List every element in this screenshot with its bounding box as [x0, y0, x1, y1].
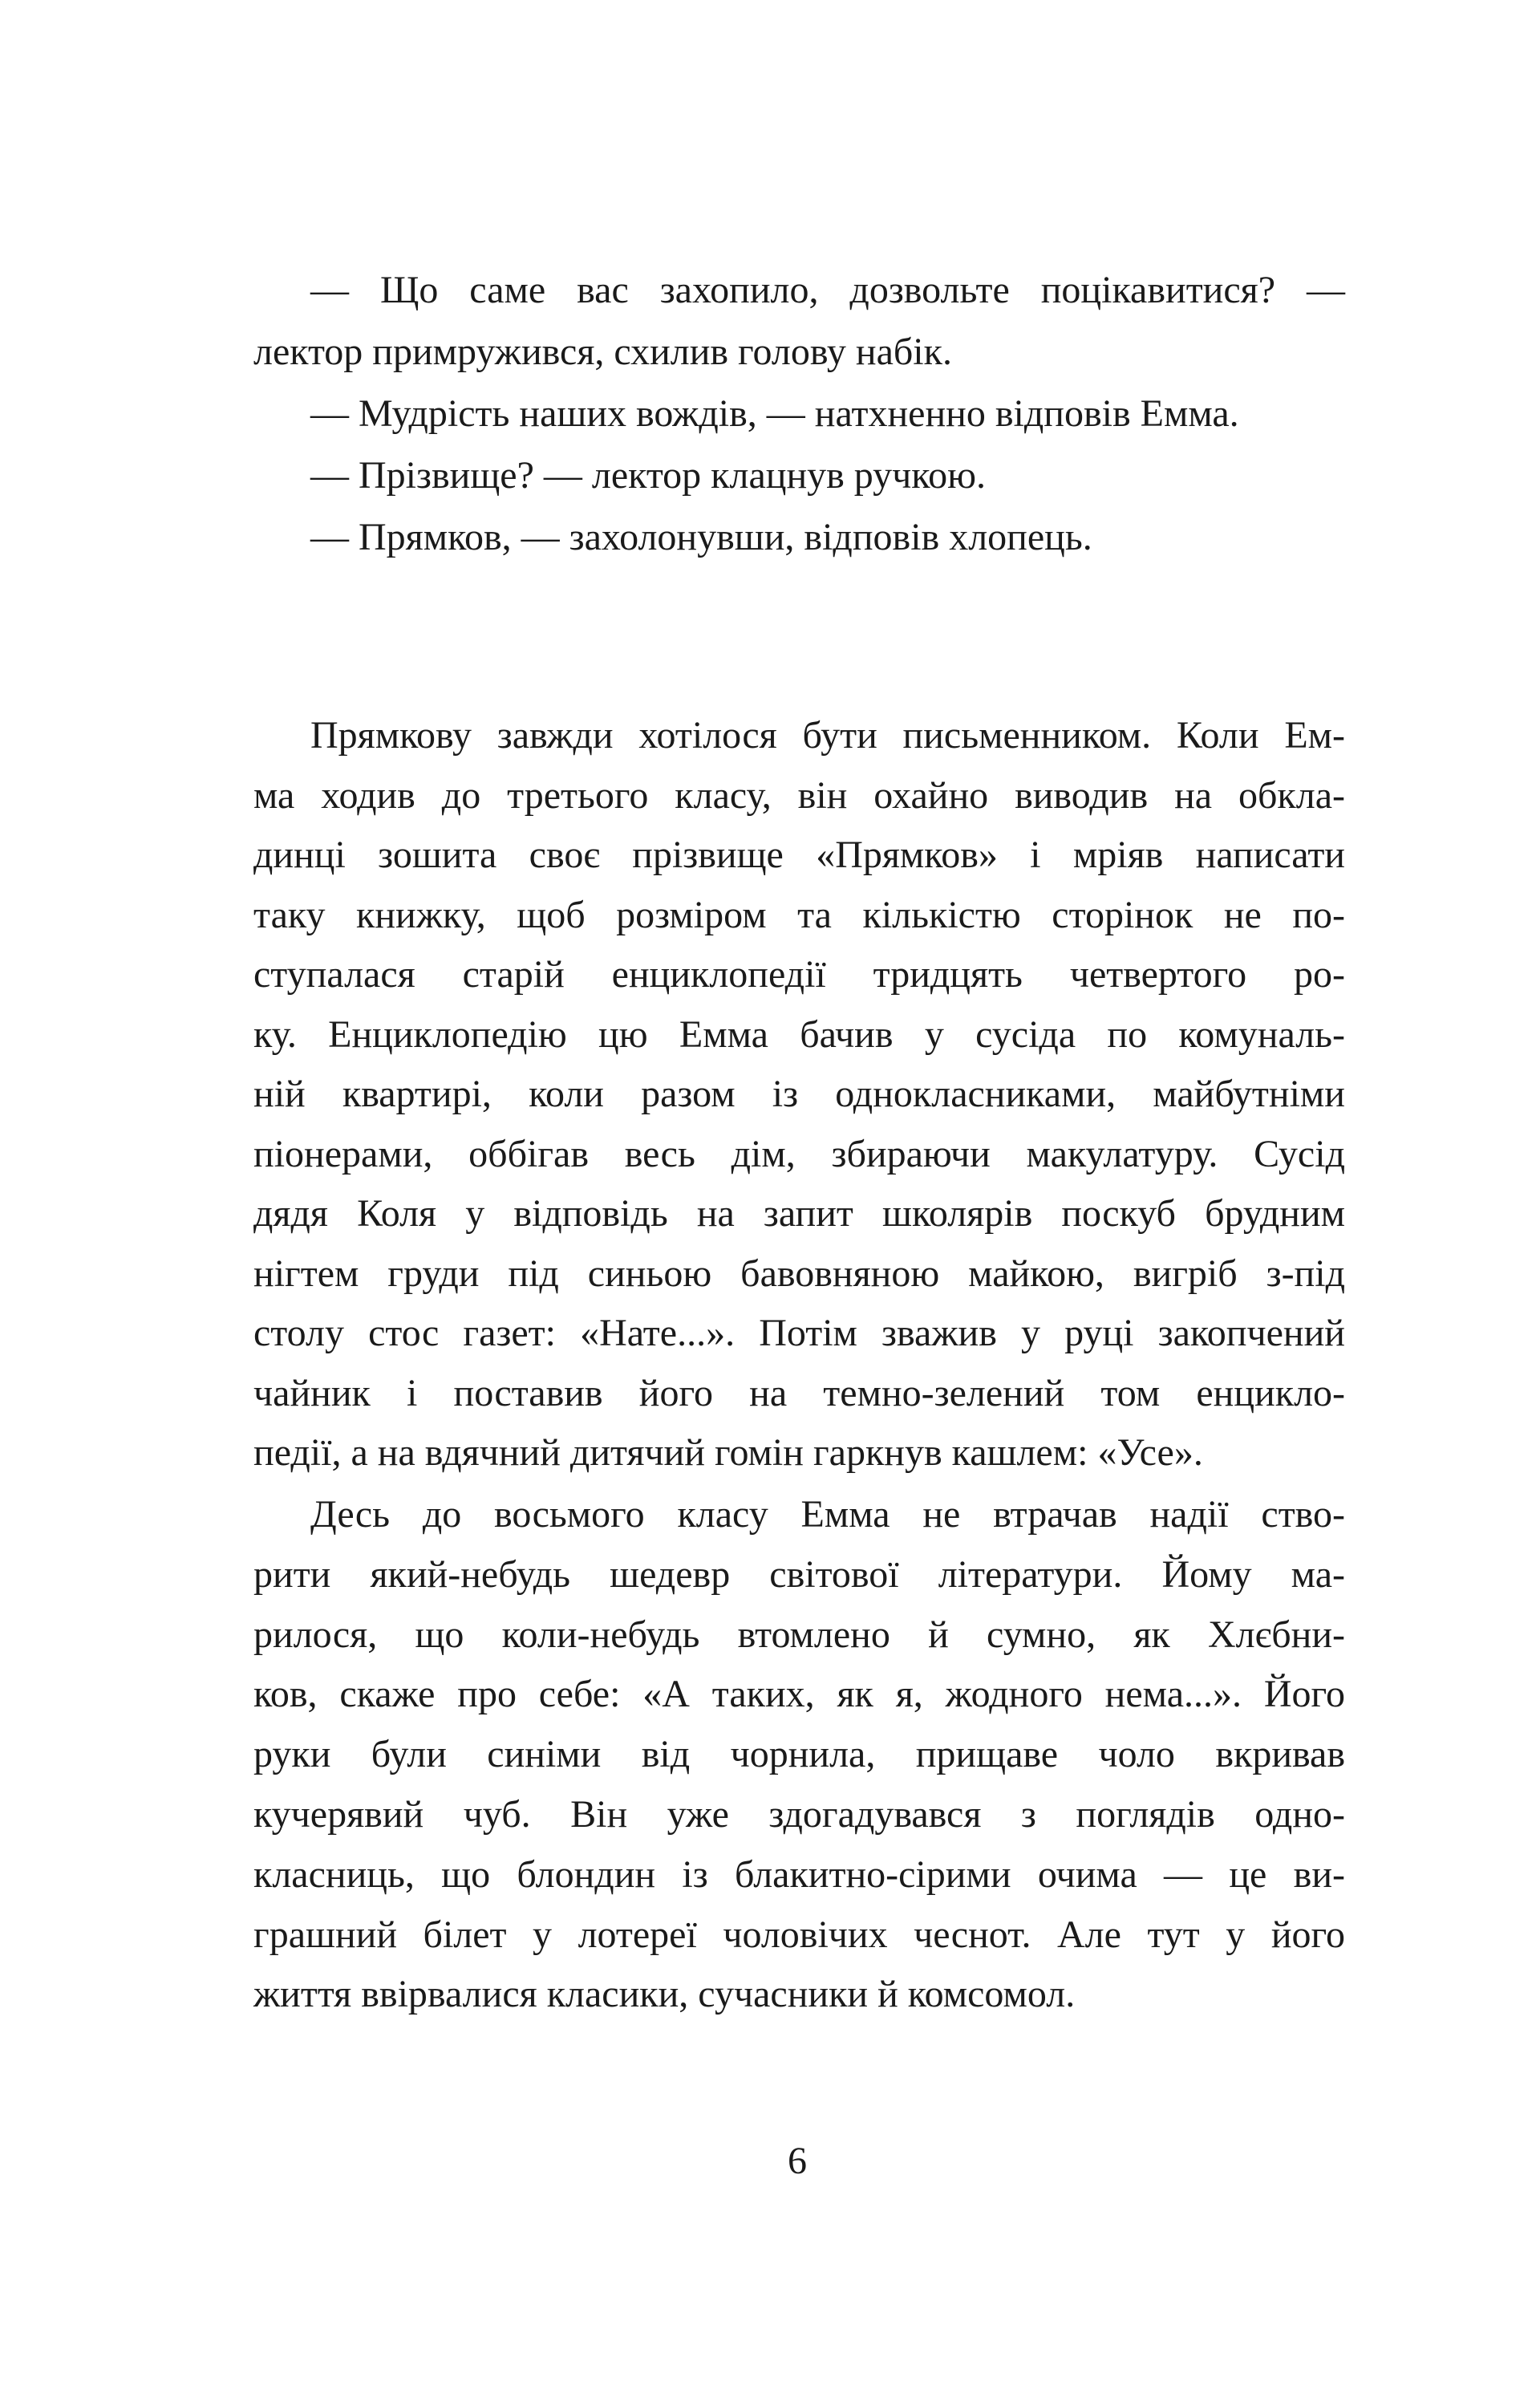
text-line: динці зошита своє прізвище «Прямков» і мріяв написати — [253, 834, 1345, 876]
text-line: рилося, що коли-небудь втомлено й сумно, як Хлєбни- — [253, 1613, 1345, 1656]
text-line: лектор примружився, схилив голову набік. — [253, 331, 952, 373]
text-line: — Що саме вас захопило, дозвольте поцікавитися? — — [310, 269, 1345, 311]
text-line: педії, а на вдячний дитячий гомін гаркнув кашлем: «Усе». — [253, 1431, 1203, 1474]
text-line: Прямкову завжди хотілося бути письменником. Коли Ем- — [310, 714, 1345, 757]
text-line: рити який-небудь шедевр світової літератури. Йому ма- — [253, 1553, 1345, 1596]
text-line: дядя Коля у відповідь на запит школярів поскуб брудним — [253, 1192, 1345, 1235]
text-line: кучерявий чуб. Він уже здогадувався з поглядів одно- — [253, 1793, 1345, 1836]
text-line: столу стос газет: «Нате...». Потім зважив у руці закопчений — [253, 1312, 1345, 1354]
text-line: — Прізвище? — лектор клацнув ручкою. — [310, 454, 987, 497]
text-line: ступалася старій енциклопедії тридцять четвертого ро- — [253, 953, 1345, 996]
text-line: ку. Енциклопедію цю Емма бачив у сусіда по комуналь- — [253, 1013, 1345, 1056]
text-line: чайник і поставив його на темно-зелений том енцикло- — [253, 1372, 1345, 1414]
text-line: життя ввірвалися класики, сучасники й комсомол. — [253, 1973, 1076, 2015]
text-line: — Прямков, — захолонувши, відповів хлопець. — [310, 516, 1092, 558]
text-line: нігтем груди під синьою бавовняною майкою, вигріб з-під — [253, 1252, 1345, 1295]
text-line: грашний білет у лотереї чоловічих чеснот. Але тут у його — [253, 1913, 1345, 1956]
text-line: Десь до восьмого класу Емма не втрачав надії ство- — [310, 1493, 1345, 1536]
text-line: руки були синіми від чорнила, прищаве чоло вкривав — [253, 1733, 1345, 1775]
text-line: класниць, що блондин із блакитно-сірими очима — це ви- — [253, 1853, 1345, 1896]
text-line: піонерами, оббігав весь дім, збираючи макулатуру. Сусід — [253, 1133, 1345, 1175]
text-line: ков, скаже про себе: «А таких, як я, жодного нема...». Його — [253, 1673, 1345, 1715]
page-number: 6 — [788, 2140, 807, 2182]
text-line: — Мудрість наших вождів, — натхненно відповів Емма. — [310, 392, 1239, 435]
text-line: таку книжку, щоб розміром та кількістю сторінок не по- — [253, 894, 1345, 936]
text-line: ній квартирі, коли разом із однокласниками, майбутніми — [253, 1073, 1345, 1115]
text-line: ма ходив до третього класу, він охайно виводив на обкла- — [253, 774, 1345, 817]
